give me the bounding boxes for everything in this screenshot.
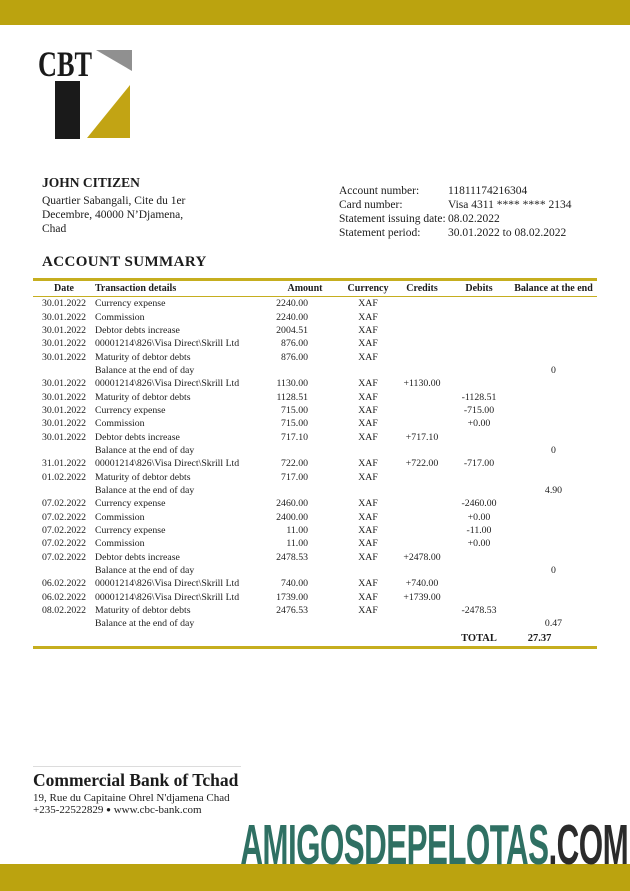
bank-phone: +235-22522829 bbox=[33, 804, 104, 816]
table-cell-credits: +740.00 bbox=[405, 578, 439, 590]
table-cell-details: Currency expense bbox=[95, 298, 166, 310]
total-label: TOTAL bbox=[461, 632, 497, 644]
table-cell-balance bbox=[510, 324, 597, 337]
table-cell-balance: 0.47 bbox=[544, 618, 563, 630]
column-header-currency: Currency bbox=[340, 280, 396, 297]
table-cell-amount: 717.00 bbox=[281, 471, 308, 483]
column-header-amount: Amount bbox=[270, 280, 340, 297]
top-gold-bar bbox=[0, 0, 630, 25]
table-cell-currency: XAF bbox=[358, 605, 378, 617]
logo-text: CBT bbox=[38, 46, 92, 84]
column-header-debits: Debits bbox=[448, 280, 510, 297]
table-cell-balance bbox=[510, 457, 597, 470]
table-cell-currency: XAF bbox=[358, 525, 378, 537]
table-cell-debits bbox=[448, 350, 510, 363]
table-cell-details: Balance at the end of day bbox=[95, 364, 195, 376]
table-cell-balance bbox=[510, 350, 597, 363]
table-cell-balance bbox=[510, 497, 597, 510]
table-cell-date: 30.01.2022 bbox=[41, 404, 87, 416]
bank-contact bbox=[33, 804, 202, 816]
table-cell-credits bbox=[396, 484, 448, 497]
table-cell-currency bbox=[340, 444, 396, 457]
table-cell-credits: +1739.00 bbox=[403, 591, 441, 603]
table-cell-debits: +0.00 bbox=[467, 511, 491, 523]
table-cell-date: 07.02.2022 bbox=[41, 525, 87, 537]
table-cell-currency: XAF bbox=[358, 378, 378, 390]
table-cell-debits bbox=[448, 364, 510, 377]
table-cell-date: 07.02.2022 bbox=[41, 538, 87, 550]
customer-block bbox=[42, 175, 272, 236]
table-cell-currency: XAF bbox=[358, 338, 378, 350]
account-summary-table bbox=[33, 278, 597, 649]
table-cell-debits bbox=[448, 564, 510, 577]
table-cell-amount: 717.10 bbox=[281, 431, 308, 443]
table-row bbox=[33, 457, 597, 470]
table-row bbox=[33, 551, 597, 564]
table-cell-credits: +1130.00 bbox=[403, 378, 441, 390]
table-cell-balance bbox=[510, 604, 597, 617]
table-cell-details: Commission bbox=[95, 311, 145, 323]
table-cell-balance bbox=[510, 417, 597, 430]
statement-issuing-date-row bbox=[339, 212, 609, 226]
table-cell-amount bbox=[270, 364, 340, 377]
table-cell-currency: XAF bbox=[358, 351, 378, 363]
customer-address-line: Quartier Sabangali, Cite du 1er bbox=[42, 195, 186, 207]
table-cell-currency: XAF bbox=[358, 578, 378, 590]
table-cell-balance bbox=[510, 524, 597, 537]
table-cell-balance bbox=[510, 390, 597, 403]
table-cell-debits: -2478.53 bbox=[461, 605, 497, 617]
statement-period-value: 30.01.2022 to 08.02.2022 bbox=[448, 227, 567, 239]
bank-logo bbox=[35, 46, 145, 146]
table-cell-credits bbox=[396, 390, 448, 403]
table-cell-date: 06.02.2022 bbox=[41, 578, 87, 590]
table-cell-amount: 722.00 bbox=[281, 458, 308, 470]
table-cell-amount: 2400.00 bbox=[276, 511, 308, 523]
table-row bbox=[33, 444, 597, 457]
table-cell-balance bbox=[510, 591, 597, 604]
table-cell-details: Commission bbox=[95, 538, 145, 550]
table-cell-credits: +722.00 bbox=[405, 458, 439, 470]
table-cell-currency: XAF bbox=[358, 591, 378, 603]
table-cell-date: 30.01.2022 bbox=[41, 351, 87, 363]
table-cell-amount: 2240.00 bbox=[276, 298, 308, 310]
table-cell-currency: XAF bbox=[358, 551, 378, 563]
table-cell-credits bbox=[396, 364, 448, 377]
table-cell-date: 30.01.2022 bbox=[41, 418, 87, 430]
customer-name: JOHN CITIZEN bbox=[42, 175, 140, 190]
table-cell-credits bbox=[396, 337, 448, 350]
table-cell-balance bbox=[510, 511, 597, 524]
table-row bbox=[33, 564, 597, 577]
table-cell-credits: +717.10 bbox=[405, 431, 439, 443]
table-cell-credits bbox=[396, 537, 448, 550]
card-number-row bbox=[339, 198, 609, 212]
table-cell-date: 07.02.2022 bbox=[41, 511, 87, 523]
table-cell-credits bbox=[396, 404, 448, 417]
customer-address-line: Decembre, 40000 N’Djamena, bbox=[42, 209, 184, 221]
table-cell-debits: -717.00 bbox=[463, 458, 495, 470]
table-cell-date bbox=[33, 617, 95, 630]
statement-period-label: Statement period: bbox=[339, 227, 421, 239]
table-cell-debits bbox=[448, 430, 510, 443]
table-row bbox=[33, 390, 597, 403]
table-row bbox=[33, 337, 597, 350]
table-cell-amount: 2476.53 bbox=[276, 605, 308, 617]
table-cell-credits bbox=[396, 417, 448, 430]
table-cell-date: 30.01.2022 bbox=[41, 311, 87, 323]
table-cell-debits: +0.00 bbox=[467, 538, 491, 550]
table-cell-date: 31.01.2022 bbox=[41, 458, 87, 470]
table-cell-amount: 2240.00 bbox=[276, 311, 308, 323]
table-cell-amount: 1130.00 bbox=[276, 378, 308, 390]
table-cell-credits bbox=[396, 564, 448, 577]
table-cell-debits bbox=[448, 297, 510, 311]
table-cell-details: Debtor debts increase bbox=[95, 551, 180, 563]
table-cell-debits bbox=[448, 444, 510, 457]
table-cell-debits bbox=[448, 591, 510, 604]
column-header-date: Date bbox=[33, 280, 95, 297]
table-cell-balance: 4.90 bbox=[544, 484, 563, 496]
table-cell-credits bbox=[396, 511, 448, 524]
table-cell-credits bbox=[396, 604, 448, 617]
table-cell-credits bbox=[396, 617, 448, 630]
table-row bbox=[33, 324, 597, 337]
table-cell-details: 00001214\826\Visa Direct\Skrill Ltd bbox=[95, 591, 240, 603]
statement-period-row bbox=[339, 226, 609, 240]
table-cell-balance bbox=[510, 430, 597, 443]
table-cell-debits bbox=[448, 377, 510, 390]
table-cell-amount: 1128.51 bbox=[276, 391, 308, 403]
table-cell-details: Currency expense bbox=[95, 525, 166, 537]
table-cell-date bbox=[33, 444, 95, 457]
table-cell-details: Debtor debts increase bbox=[95, 324, 180, 336]
table-cell-credits bbox=[396, 497, 448, 510]
table-cell-debits bbox=[448, 470, 510, 483]
table-cell-currency: XAF bbox=[358, 418, 378, 430]
table-cell-currency: XAF bbox=[358, 458, 378, 470]
table-cell-currency bbox=[340, 484, 396, 497]
table-cell-details: Debtor debts increase bbox=[95, 431, 180, 443]
page-title: ACCOUNT SUMMARY bbox=[42, 254, 207, 270]
table-cell-date: 30.01.2022 bbox=[41, 391, 87, 403]
table-row bbox=[33, 430, 597, 443]
table-row bbox=[33, 617, 597, 630]
table-cell-details: 00001214\826\Visa Direct\Skrill Ltd bbox=[95, 458, 240, 470]
table-cell-details: Maturity of debtor debts bbox=[95, 605, 191, 617]
table-cell-debits: -11.00 bbox=[466, 525, 492, 537]
table-cell-balance bbox=[510, 377, 597, 390]
summary-table-body bbox=[33, 297, 597, 631]
table-cell-credits bbox=[396, 297, 448, 311]
table-cell-date: 30.01.2022 bbox=[41, 378, 87, 390]
table-cell-balance bbox=[510, 404, 597, 417]
account-number-label: Account number: bbox=[339, 185, 420, 197]
watermark-main-text: AMIGOSDEPELOTAS bbox=[240, 813, 549, 877]
table-cell-details: 00001214\826\Visa Direct\Skrill Ltd bbox=[95, 338, 240, 350]
column-header-credits: Credits bbox=[396, 280, 448, 297]
table-cell-credits bbox=[396, 310, 448, 323]
table-cell-details: 00001214\826\Visa Direct\Skrill Ltd bbox=[95, 578, 240, 590]
table-cell-balance: 0 bbox=[551, 565, 556, 577]
table-cell-details: Commission bbox=[95, 418, 145, 430]
total-value: 27.37 bbox=[527, 632, 552, 644]
table-cell-balance bbox=[510, 337, 597, 350]
card-number-label: Card number: bbox=[339, 199, 403, 211]
table-cell-credits bbox=[396, 324, 448, 337]
table-cell-details: 00001214\826\Visa Direct\Skrill Ltd bbox=[95, 378, 240, 390]
total-row-spacer bbox=[33, 631, 448, 648]
table-row bbox=[33, 377, 597, 390]
table-cell-debits bbox=[448, 577, 510, 590]
table-cell-currency bbox=[340, 364, 396, 377]
column-header-balance: Balance at the end bbox=[510, 280, 597, 297]
table-cell-debits: -1128.51 bbox=[461, 391, 497, 403]
table-cell-debits: +0.00 bbox=[467, 418, 491, 430]
table-cell-amount bbox=[270, 617, 340, 630]
table-cell-date: 07.02.2022 bbox=[41, 498, 87, 510]
table-row bbox=[33, 350, 597, 363]
bank-address: 19, Rue du Capitaine Ohrel N'djamena Chad bbox=[33, 792, 230, 804]
table-cell-details: Balance at the end of day bbox=[95, 484, 195, 496]
table-cell-debits bbox=[448, 324, 510, 337]
table-cell-currency bbox=[340, 617, 396, 630]
table-cell-date: 06.02.2022 bbox=[41, 591, 87, 603]
table-cell-debits: -715.00 bbox=[463, 404, 495, 416]
table-cell-amount: 876.00 bbox=[281, 338, 308, 350]
table-cell-details: Balance at the end of day bbox=[95, 618, 195, 630]
table-cell-amount: 740.00 bbox=[281, 578, 308, 590]
table-cell-currency: XAF bbox=[358, 538, 378, 550]
table-cell-currency: XAF bbox=[358, 431, 378, 443]
customer-address-line: Chad bbox=[42, 223, 67, 235]
table-cell-currency: XAF bbox=[358, 324, 378, 336]
logo-gold-triangle bbox=[87, 85, 130, 138]
table-cell-date: 30.01.2022 bbox=[41, 298, 87, 310]
account-number-row bbox=[339, 184, 609, 198]
table-cell-date: 07.02.2022 bbox=[41, 551, 87, 563]
table-cell-amount: 1739.00 bbox=[276, 591, 308, 603]
table-cell-debits bbox=[448, 551, 510, 564]
table-header-row bbox=[33, 280, 597, 297]
watermark-suffix-text: .COM bbox=[548, 813, 628, 877]
table-row bbox=[33, 297, 597, 311]
table-cell-details: Balance at the end of day bbox=[95, 565, 195, 577]
table-cell-date: 01.02.2022 bbox=[41, 471, 87, 483]
table-row bbox=[33, 591, 597, 604]
table-cell-debits bbox=[448, 484, 510, 497]
table-cell-amount bbox=[270, 444, 340, 457]
table-cell-currency: XAF bbox=[358, 391, 378, 403]
table-cell-currency bbox=[340, 564, 396, 577]
table-cell-balance: 0 bbox=[551, 444, 556, 456]
table-row bbox=[33, 524, 597, 537]
table-cell-debits bbox=[448, 337, 510, 350]
table-footer bbox=[33, 631, 597, 648]
table-row bbox=[33, 537, 597, 550]
bullet-separator-icon: ● bbox=[106, 805, 111, 814]
table-cell-date bbox=[33, 364, 95, 377]
bank-website: www.cbc-bank.com bbox=[113, 804, 202, 816]
table-cell-amount: 11.00 bbox=[286, 525, 308, 537]
table-cell-date bbox=[33, 564, 95, 577]
statement-issuing-date-value: 08.02.2022 bbox=[448, 213, 500, 225]
table-cell-currency: XAF bbox=[358, 471, 378, 483]
table-cell-currency: XAF bbox=[358, 498, 378, 510]
table-cell-credits bbox=[396, 350, 448, 363]
table-cell-details: Maturity of debtor debts bbox=[95, 351, 191, 363]
table-cell-balance bbox=[510, 470, 597, 483]
account-info-block bbox=[339, 184, 609, 240]
statement-issuing-date-label: Statement issuing date: bbox=[339, 213, 446, 225]
table-cell-amount bbox=[270, 564, 340, 577]
table-row bbox=[33, 470, 597, 483]
table-cell-date: 08.02.2022 bbox=[41, 605, 87, 617]
table-cell-debits: -2460.00 bbox=[461, 498, 497, 510]
table-row bbox=[33, 497, 597, 510]
table-cell-currency: XAF bbox=[358, 311, 378, 323]
table-cell-credits bbox=[396, 524, 448, 537]
table-cell-date: 30.01.2022 bbox=[41, 338, 87, 350]
table-cell-amount bbox=[270, 484, 340, 497]
account-number-value: 11811174216304 bbox=[448, 185, 528, 197]
table-row bbox=[33, 310, 597, 323]
table-cell-currency: XAF bbox=[358, 511, 378, 523]
table-cell-details: Commission bbox=[95, 511, 145, 523]
table-cell-balance bbox=[510, 551, 597, 564]
watermark bbox=[240, 813, 628, 877]
table-cell-amount: 876.00 bbox=[281, 351, 308, 363]
table-cell-balance bbox=[510, 577, 597, 590]
table-cell-details: Maturity of debtor debts bbox=[95, 471, 191, 483]
table-cell-amount: 2478.53 bbox=[276, 551, 308, 563]
table-cell-credits bbox=[396, 470, 448, 483]
table-header bbox=[33, 280, 597, 297]
table-row bbox=[33, 484, 597, 497]
table-cell-amount: 2004.51 bbox=[276, 324, 308, 336]
table-cell-balance: 0 bbox=[551, 364, 556, 376]
logo-gray-triangle bbox=[96, 50, 132, 71]
table-cell-details: Currency expense bbox=[95, 498, 166, 510]
card-number-value: Visa 4311 **** **** 2134 bbox=[448, 199, 572, 211]
table-cell-amount: 11.00 bbox=[286, 538, 308, 550]
bank-logo-graphic bbox=[35, 46, 145, 146]
table-cell-details: Currency expense bbox=[95, 404, 166, 416]
table-cell-amount: 715.00 bbox=[281, 418, 308, 430]
table-cell-credits bbox=[396, 444, 448, 457]
table-row bbox=[33, 577, 597, 590]
table-cell-balance bbox=[510, 310, 597, 323]
table-row bbox=[33, 511, 597, 524]
table-cell-currency: XAF bbox=[358, 404, 378, 416]
column-header-transaction-details: Transaction details bbox=[95, 280, 270, 297]
table-cell-date: 30.01.2022 bbox=[41, 324, 87, 336]
table-cell-date: 30.01.2022 bbox=[41, 431, 87, 443]
bank-name: Commercial Bank of Tchad bbox=[33, 770, 239, 790]
table-cell-amount: 2460.00 bbox=[276, 498, 308, 510]
table-cell-credits: +2478.00 bbox=[403, 551, 441, 563]
table-row bbox=[33, 604, 597, 617]
table-row bbox=[33, 364, 597, 377]
table-cell-balance bbox=[510, 297, 597, 311]
table-cell-details: Maturity of debtor debts bbox=[95, 391, 191, 403]
table-row bbox=[33, 404, 597, 417]
table-cell-details: Balance at the end of day bbox=[95, 444, 195, 456]
table-cell-debits bbox=[448, 310, 510, 323]
table-cell-amount: 715.00 bbox=[281, 404, 308, 416]
table-cell-balance bbox=[510, 537, 597, 550]
table-cell-date bbox=[33, 484, 95, 497]
table-cell-debits bbox=[448, 617, 510, 630]
logo-black-bar bbox=[55, 81, 80, 139]
table-row bbox=[33, 417, 597, 430]
table-cell-currency: XAF bbox=[358, 298, 378, 310]
total-row bbox=[33, 631, 597, 648]
footer-divider bbox=[33, 766, 241, 767]
